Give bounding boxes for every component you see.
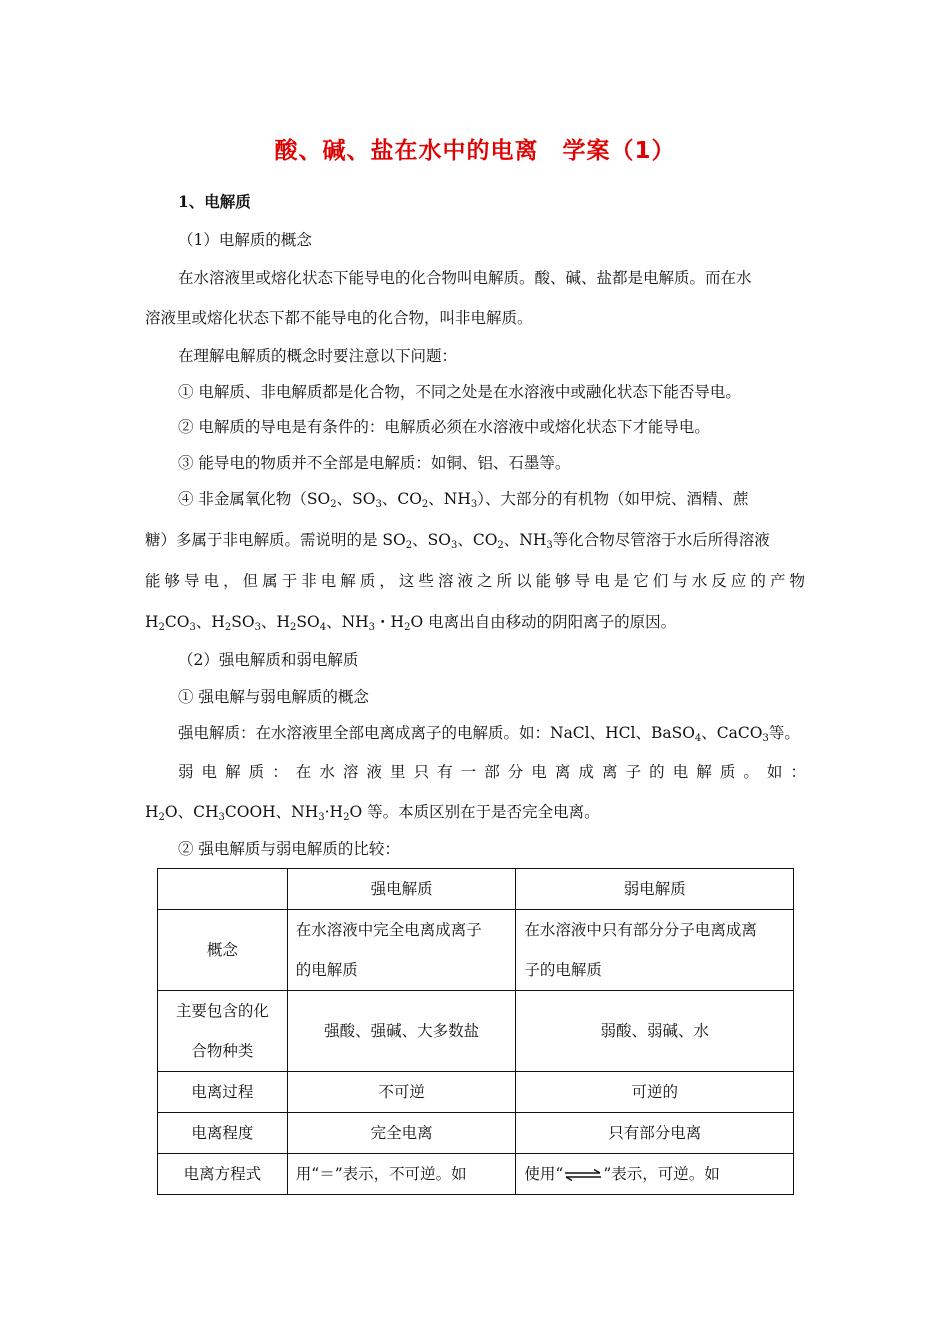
table-row <box>158 991 794 1072</box>
table-row <box>158 1113 794 1154</box>
table-cell-empty <box>158 869 288 910</box>
concept-strong: 在水溶液中完全电离成离子 的电解质 <box>287 910 516 991</box>
process-strong: 不可逆 <box>287 1072 516 1113</box>
types-weak: 弱酸、弱碱、水 <box>516 991 794 1072</box>
strong-electrolyte-def: 强电解质：在水溶液里全部电离成离子的电解质。如：NaCl、HCl、BaSO$_4$、CaCO$_3$等。 <box>178 724 800 744</box>
row-label-equation: 电离方程式 <box>158 1154 288 1195</box>
row-label-degree: 电离程度 <box>158 1113 288 1154</box>
section-heading: 1、电解质 <box>178 192 251 211</box>
comparison-table <box>157 868 794 1195</box>
table-row <box>158 869 794 910</box>
degree-strong: 完全电离 <box>287 1113 516 1154</box>
reversible-arrow-icon <box>563 1169 603 1181</box>
types-strong: 强酸、强碱、大多数盐 <box>287 991 516 1072</box>
degree-weak: 只有部分电离 <box>516 1113 794 1154</box>
concept-weak: 在水溶液中只有部分分子电离成离 子的电解质 <box>516 910 794 991</box>
note-1: ① 电解质、非电解质都是化合物，不同之处是在水溶液中或融化状态下能否导电。 <box>178 383 741 401</box>
header-strong: 强电解质 <box>287 869 516 910</box>
table-row <box>158 910 794 991</box>
header-weak: 弱电解质 <box>516 869 794 910</box>
note-4-line-2: 糖）多属于非电解质。需说明的是 $SO_2$、$SO_3$、$CO_2$、$NH_3$等化合物尽管溶于水后所得溶液 <box>145 531 770 551</box>
weak-electrolyte-examples: $H_2O$、$CH_3COOH$、$NH_3\cdot H_2O$ 等。本质区别在于是否完全电离。 <box>145 803 600 823</box>
table-row <box>158 1072 794 1113</box>
definition-line-1: 在水溶液里或熔化状态下能导电的化合物叫电解质。酸、碱、盐都是电解质。而在水 <box>178 269 752 287</box>
notes-intro: 在理解电解质的概念时要注意以下问题： <box>178 347 458 365</box>
equation-strong: 用“＝”表示，不可逆。如 <box>287 1154 516 1195</box>
note-4-line-1: ④ 非金属氧化物（$SO_2$、$SO_3$、$CO_2$、$NH_3$）、大部分的有机物（如甲烷、酒精、蔗 <box>178 490 749 510</box>
note-4-line-3: 能够导电，但属于非电解质，这些溶液之所以能够导电是它们与水反应的产物 <box>145 572 805 590</box>
note-4-line-4: $H_2CO_3$、$H_2SO_3$、$H_2SO_4$、$NH_3$・$H_2O$ 电离出自由移动的阴阳离子的原因。 <box>145 613 677 633</box>
table-row <box>158 1154 794 1195</box>
point-1-heading: ① 强电解与弱电解质的概念 <box>178 688 369 706</box>
row-label-types: 主要包含的化 合物种类 <box>158 991 288 1072</box>
point-2-heading: ② 强电解质与弱电解质的比较： <box>178 840 400 858</box>
row-label-process: 电离过程 <box>158 1072 288 1113</box>
subsection-2-heading: （2）强电解质和弱电解质 <box>178 651 359 669</box>
weak-electrolyte-def: 弱电解质：在水溶液里只有一部分电离成离子的电解质。如： <box>178 763 806 781</box>
row-label-concept: 概念 <box>158 910 288 991</box>
note-2: ② 电解质的导电是有条件的：电解质必须在水溶液中或熔化状态下才能导电。 <box>178 418 710 436</box>
equation-weak: 使用“ ”表示，可逆。如 <box>516 1154 794 1195</box>
subsection-1-heading: （1）电解质的概念 <box>178 231 312 249</box>
definition-line-2: 溶液里或熔化状态下都不能导电的化合物，叫非电解质。 <box>145 309 533 327</box>
page-title: 酸、碱、盐在水中的电离 学案（1） <box>274 138 676 164</box>
note-3: ③ 能导电的物质并不全部是电解质：如铜、铝、石墨等。 <box>178 454 571 472</box>
process-weak: 可逆的 <box>516 1072 794 1113</box>
